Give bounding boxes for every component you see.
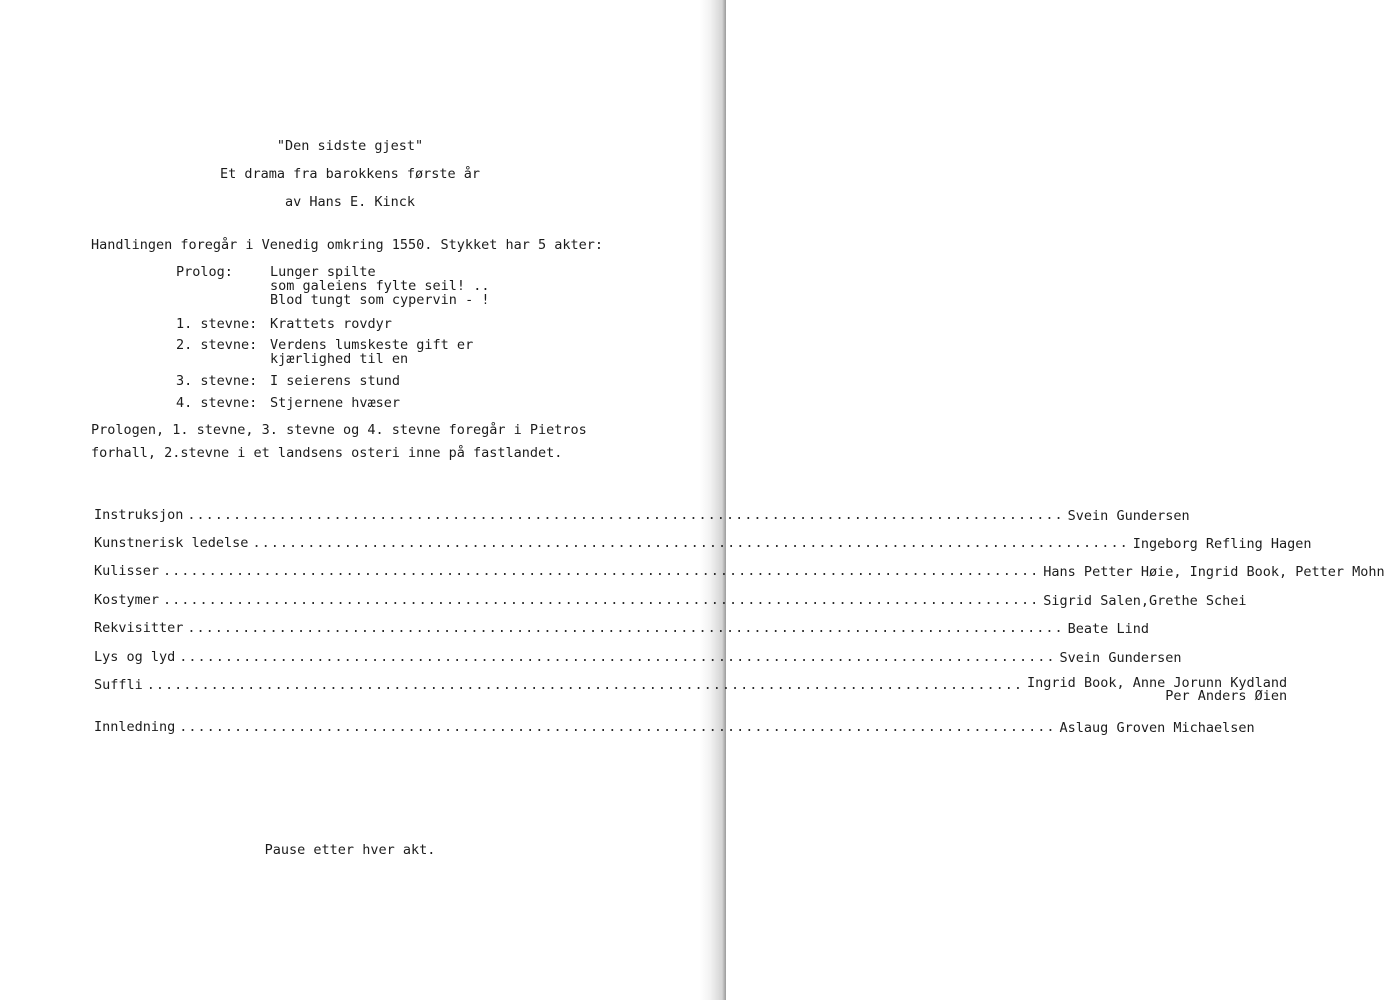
page-edge-shadow bbox=[700, 0, 726, 1000]
credit-row bbox=[94, 620, 1149, 637]
credit-row bbox=[94, 649, 1182, 666]
act-text-prolog: Lunger spilte som galeiens fylte seil! .. Blod tungt som cypervin - ! bbox=[270, 264, 490, 308]
credit-role: Lys og lyd bbox=[94, 649, 176, 665]
credit-role: Kulisser bbox=[94, 563, 160, 579]
credit-row bbox=[94, 675, 1288, 704]
act-text-4: Stjernene hvæser bbox=[270, 395, 401, 411]
credit-name: Hans Petter Høie, Ingrid Book, Petter Mohn bbox=[1043, 564, 1385, 580]
leader-dots: ................................................................................................ bbox=[179, 649, 1056, 665]
credit-name: Sigrid Salen,Grethe Schei bbox=[1043, 593, 1247, 609]
act-label-2: 2. stevne: bbox=[176, 337, 258, 353]
leader-dots: ................................................................................................ bbox=[163, 592, 1040, 608]
credit-name: Ingeborg Refling Hagen bbox=[1132, 536, 1312, 552]
leader-dots: ................................................................................................ bbox=[179, 719, 1056, 735]
act-text-1: Krattets rovdyr bbox=[270, 316, 392, 332]
leader-dots: ................................................................................................ bbox=[163, 563, 1040, 579]
credit-name: Beate Lind bbox=[1067, 621, 1149, 637]
setting-line-1: Prologen, 1. stevne, 3. stevne og 4. stevne foregår i Pietros bbox=[91, 422, 587, 438]
footer-note: Pause etter hver akt. bbox=[264, 842, 436, 858]
play-author: av Hans E. Kinck bbox=[284, 194, 416, 210]
setting-line-2: forhall, 2.stevne i et landsens osteri inne på fastlandet. bbox=[91, 445, 563, 461]
act-text-2: Verdens lumskeste gift er kjærlighed til en bbox=[270, 337, 474, 367]
act-label-1: 1. stevne: bbox=[176, 316, 258, 332]
credit-role: Kostymer bbox=[94, 592, 160, 608]
play-subtitle: Et drama fra barokkens første år bbox=[219, 166, 481, 182]
credit-name: Aslaug Groven Michaelsen bbox=[1059, 720, 1255, 736]
act-label-4: 4. stevne: bbox=[176, 395, 258, 411]
credit-role: Kunstnerisk ledelse bbox=[94, 535, 249, 551]
credit-role: Instruksjon bbox=[94, 507, 184, 523]
credit-row bbox=[94, 592, 1247, 609]
leader-dots: ................................................................................................ bbox=[187, 620, 1064, 636]
leader-dots: ................................................................................................ bbox=[187, 507, 1064, 523]
credit-name: Ingrid Book, Anne Jorunn Kydland Per Anders Øien bbox=[1027, 675, 1288, 704]
play-title: "Den sidste gjest" bbox=[276, 138, 424, 154]
credit-name: Svein Gundersen bbox=[1067, 508, 1190, 524]
credit-role: Innledning bbox=[94, 719, 176, 735]
act-label-prolog: Prolog: bbox=[176, 264, 233, 280]
leader-dots: ................................................................................................ bbox=[146, 677, 1024, 693]
credit-row bbox=[94, 535, 1312, 552]
leader-dots: ................................................................................................ bbox=[252, 535, 1129, 551]
credit-row bbox=[94, 719, 1255, 736]
credit-role: Suffli bbox=[94, 677, 143, 693]
credit-name: Svein Gundersen bbox=[1059, 650, 1182, 666]
intro-line: Handlingen foregår i Venedig omkring 1550. Stykket har 5 akter: bbox=[91, 237, 604, 253]
credit-row bbox=[94, 507, 1190, 524]
credit-row bbox=[94, 563, 1385, 580]
act-label-3: 3. stevne: bbox=[176, 373, 258, 389]
act-text-3: I seierens stund bbox=[270, 373, 401, 389]
credit-role: Rekvisitter bbox=[94, 620, 184, 636]
